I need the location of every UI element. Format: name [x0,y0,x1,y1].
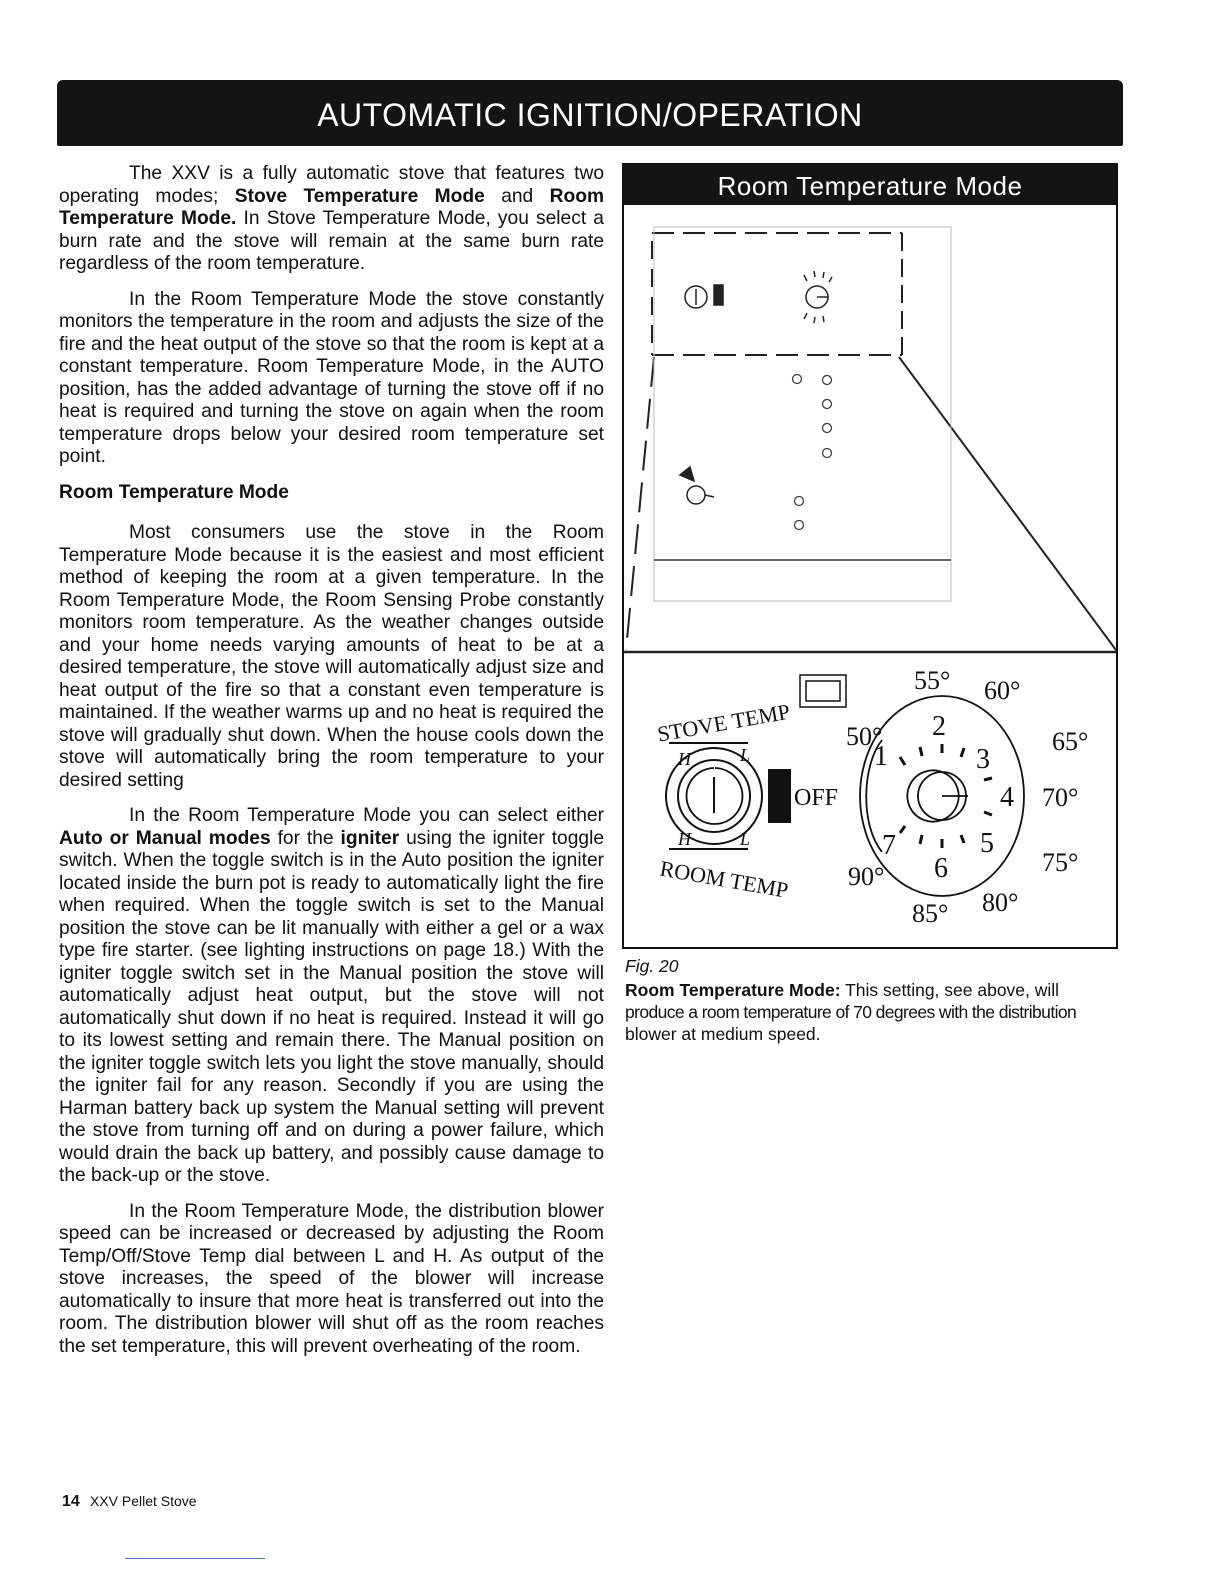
figure-caption [625,955,1125,1045]
section-banner [57,80,1123,146]
off-label: OFF [794,785,839,811]
temperature-scale [846,666,1088,928]
mini-toggle-icon [680,467,714,504]
text-run: using the igniter toggle switch. When the toggle switch is in the Auto position the igniter located inside the burn pot is ready to automatically light the fire when required. When the toggle switch is set to the Manual position the stove can be lit manually with either a gel or a wax type fire starter. (see lighting instructions on page 18.) With the igniter toggle switch set in the Manual position the stove will automatically adjust heat output, but the stove will not automatically shut down if no heat is required. Instead it will go to its lowest setting and remain there. The Manual position on the igniter toggle switch lets you light the stove manually, should the igniter fail for any reason. Secondly if you are using the Harman battery back up system the Manual setting will prevent the stove from turning off and on during a power failure, which would drain the back up battery, and possibly cause damage to the back-up or the stove. [59,827,605,1186]
caption-text-1: This setting, see above, will [840,980,1060,1000]
mini-knob-icon [685,285,723,308]
dial-number-7: 7 [882,830,896,861]
arc-label-stove-temp: STOVE TEMP [655,698,792,747]
figure-20 [622,163,1118,949]
temp-70: 70° [1042,783,1079,812]
body-text-column [59,163,604,1371]
section-paragraph-3: Most consumers use the stove in the Room Temperature Mode because it is the easiest and most efficient method of keeping the room at a given temperature. In the Room Temperature Mode, the Room Sensing Probe constantly monitors room temperature. As the weather changes outside and your home needs varying amounts of heat to be at a desired temperature, the stove will automatically adjust size and heat output of the fire so that a constant even temperature is maintained. If the weather warms up and no heat is required the stove will gradually shut down. When the house cools down the stove will automatically bring the room temperature to your desired setting [59,522,604,791]
text-run: and [484,185,550,207]
l-label-bottom: L [740,829,751,849]
section-heading: Room Temperature Mode [59,481,289,503]
dial-numbers [874,711,1014,884]
temp-55: 55° [914,666,951,695]
dial-number-5: 5 [980,828,994,859]
text-run: In the Room Temperature Mode you can select either [129,805,604,826]
bold-term-igniter: igniter [340,827,400,849]
dial-number-1: 1 [874,741,888,772]
caption-text-2: produce a room temperature of 70 degrees with the distribution [625,1002,1077,1022]
intro-paragraph-2: In the Room Temperature Mode the stove constantly monitors the temperature in the room and adjusts the size of the fire and the heat output of the stove so that the room is kept at a constant temperature. Room Temperature Mode, in the AUTO position, has the added advantage of turning the stove off if no heat is required and turning the stove on again when the room temperature drops below your desired room temperature set point. [59,288,604,467]
l-label-top: L [740,745,751,765]
caption-text-3: blower at medium speed. [625,1024,821,1044]
control-panel-diagram [624,205,1116,947]
bold-term-stove-temp: Stove Temperature Mode [234,185,485,207]
bold-term-room-temp: Room Temperature Mode. [59,185,604,229]
bottom-rule [125,1558,265,1559]
text-run: The XXV is a fully automatic stove that features two operating modes; [59,163,604,207]
temp-75: 75° [1042,848,1079,877]
h-label-top: H [678,749,691,769]
text-run: In Stove Temperature Mode, you select a burn rate and the stove will remain at the same burn rate regardless of the room temperature. [59,208,604,274]
temp-80: 80° [982,888,1019,917]
section-paragraph-5: In the Room Temperature Mode, the distribution blower speed can be increased or decreased by adjusting the Room Temp/Off/Stove Temp dial between L and H. As output of the stove increases, the speed of the blower will increase automatically to insure that more heat is transferred out into the room. The distribution blower will shut off as the room reaches the set temperature, this will prevent overheating of the room. [59,1200,604,1357]
page-footer [62,1493,197,1511]
temp-50: 50° [846,722,883,751]
section-paragraph-4 [59,805,604,1188]
mini-dial-icon [804,271,832,323]
intro-paragraph-1 [59,163,604,276]
dial-number-3: 3 [976,744,990,775]
dial-number-6: 6 [934,853,948,884]
figure-number: Fig. 20 [625,956,679,976]
text-run: for the [270,827,341,849]
arc-label-room-temp: ROOM TEMP [657,855,791,903]
h-label-bottom: H [678,829,691,849]
page-number: 14 [62,1493,80,1510]
footer-title: XXV Pellet Stove [89,1493,197,1509]
temp-90: 90° [848,862,885,891]
display-icon [800,675,846,707]
indicator-dots [793,375,832,530]
figure-header: Room Temperature Mode [624,165,1116,205]
caption-bold-label: Room Temperature Mode: [625,980,841,1000]
dial-number-2: 2 [932,711,946,742]
banner-title: AUTOMATIC IGNITION/OPERATION [317,97,863,133]
dial-number-4: 4 [1000,782,1014,813]
bold-term-auto-manual: Auto or Manual modes [59,827,271,849]
temp-65: 65° [1052,727,1089,756]
temp-85: 85° [912,899,949,928]
temp-60: 60° [984,676,1021,705]
panel-outline [624,227,1116,945]
